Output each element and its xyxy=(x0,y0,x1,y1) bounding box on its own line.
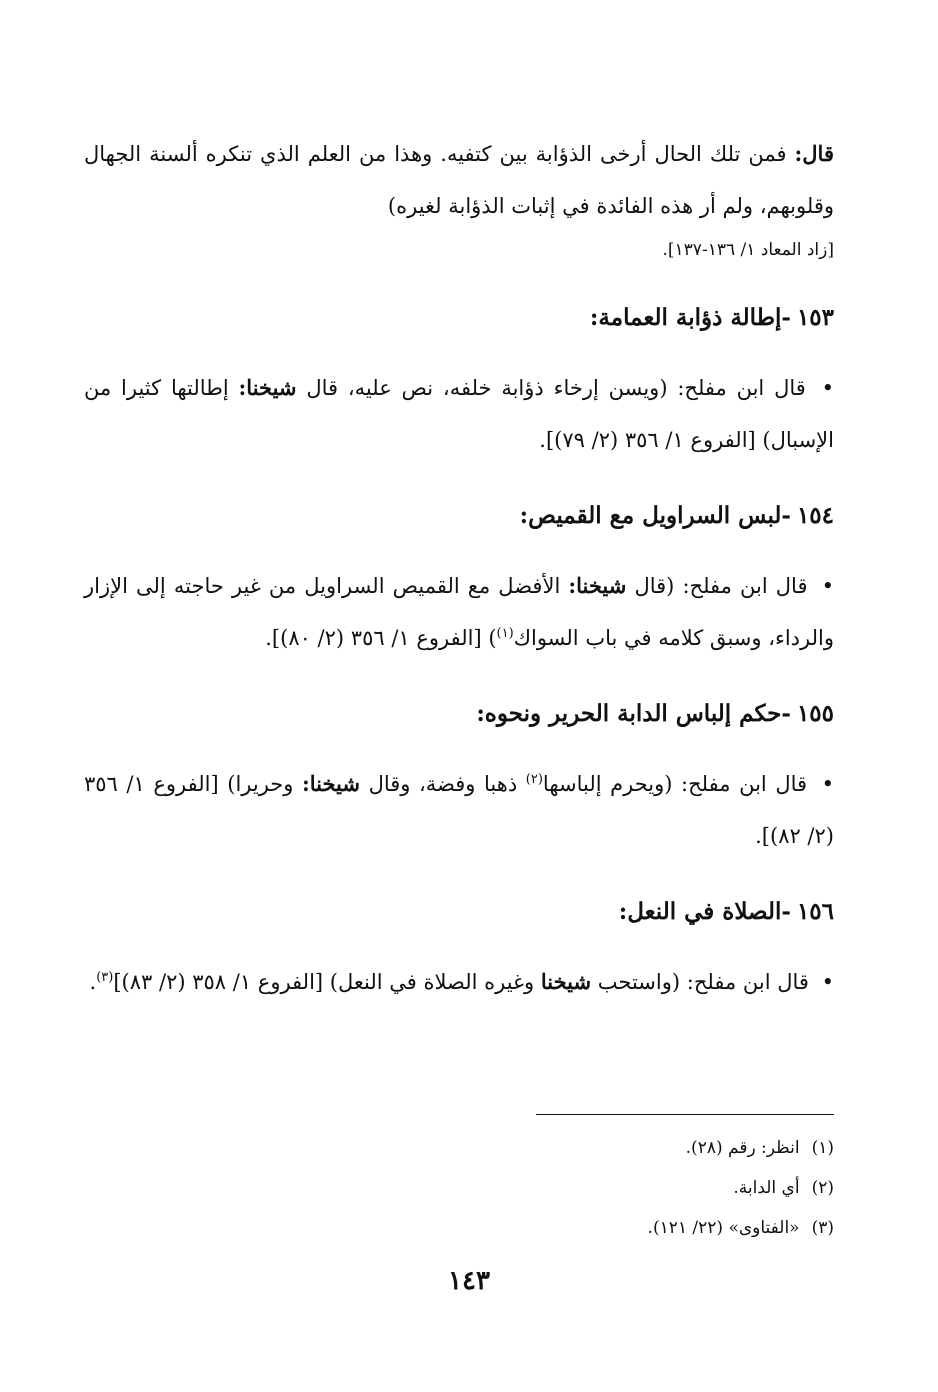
bullet-icon: • xyxy=(821,772,835,796)
footnote-number: (٣) xyxy=(811,1218,834,1238)
bullet-icon: • xyxy=(821,376,834,400)
intro-label: قال: xyxy=(794,141,834,166)
section-number: ١٥٥ xyxy=(796,700,834,727)
paragraph-text: قال ابن مفلح: (واستحب xyxy=(597,970,809,994)
paragraph-text: ذهبا وفضة، وقال xyxy=(368,772,518,796)
footnote-2 xyxy=(84,1168,834,1208)
footnote-marker: (٣) xyxy=(96,970,114,985)
footnote-text: «الفتاوى» (٢٢/ ١٢١). xyxy=(647,1218,800,1238)
heading-dash: - xyxy=(781,898,791,925)
bullet-icon: • xyxy=(821,970,834,994)
section-paragraph-155 xyxy=(84,758,834,862)
heading-dash: - xyxy=(781,700,791,727)
paragraph-text: ) [الفروع ١/ ٣٥٦ (٢/ ٨٠)]. xyxy=(265,626,497,650)
paragraph-text: قال ابن مفلح: (ويحرم إلباسها xyxy=(542,772,808,796)
sheikh-keyword: شيخنا: xyxy=(568,573,627,598)
intro-text: فمن تلك الحال أرخى الذؤابة بين كتفيه. وهذا من العلم الذي تنكره ألسنة الجهال وقلوبهم، ولم أر هذه الفائدة في إثبات الذؤابة لغيره) xyxy=(84,142,834,218)
section-title: إطالة ذؤابة العمامة: xyxy=(589,304,782,331)
section-heading-154 xyxy=(84,496,834,536)
paragraph-text: . xyxy=(89,970,97,994)
section-number: ١٥٤ xyxy=(796,502,834,529)
page-body xyxy=(84,128,834,1008)
paragraph-text: وغيره الصلاة في النعل) [الفروع ١/ ٣٥٨ (٢/ ٨٣)] xyxy=(113,970,535,994)
section-title: لبس السراويل مع القميص: xyxy=(519,502,782,529)
paragraph-text: قال ابن مفلح: (قال xyxy=(634,574,808,598)
footnote-marker: (١) xyxy=(496,626,514,641)
heading-dash: - xyxy=(781,502,791,529)
footnote-number: (٢) xyxy=(811,1178,834,1198)
section-title: الصلاة في النعل: xyxy=(618,898,782,925)
footnote-1 xyxy=(84,1128,834,1168)
section-paragraph-154 xyxy=(84,560,834,664)
paragraph-text: الأفضل مع القميص السراويل من غير حاجته إلى الإزار والرداء، وسبق كلامه في باب السواك xyxy=(84,574,834,650)
paragraph-text: إطالتها كثيرا من الإسبال) [الفروع ١/ ٣٥٦ (٢/ ٧٩)]. xyxy=(84,376,834,452)
page-number: ١٤٣ xyxy=(448,1266,490,1296)
footnote-number: (١) xyxy=(811,1138,834,1158)
section-number: ١٥٦ xyxy=(796,898,834,925)
intro-paragraph xyxy=(84,128,834,232)
sheikh-keyword: شيخنا xyxy=(540,969,592,994)
footnote-marker: (٢) xyxy=(525,772,543,787)
footnote-divider xyxy=(536,1114,834,1115)
sheikh-keyword: شيخنا: xyxy=(238,375,297,400)
section-title: حكم إلباس الدابة الحرير ونحوه: xyxy=(476,700,782,727)
sheikh-keyword: شيخنا: xyxy=(302,771,360,796)
footnote-text: أي الدابة. xyxy=(733,1178,800,1198)
paragraph-text: قال ابن مفلح: (ويسن إرخاء ذؤابة خلفه، نص عليه، قال xyxy=(306,376,806,400)
footnote-3 xyxy=(84,1208,834,1248)
section-paragraph-156 xyxy=(84,956,834,1008)
footnotes xyxy=(84,1128,834,1248)
section-paragraph-153 xyxy=(84,362,834,466)
footnote-text: انظر: رقم (٢٨). xyxy=(685,1138,800,1158)
section-heading-153 xyxy=(84,298,834,338)
intro-reference: [زاد المعاد ١/ ١٣٦-١٣٧]. xyxy=(662,240,834,260)
section-heading-155 xyxy=(84,694,834,734)
bullet-icon: • xyxy=(821,574,834,598)
heading-dash: - xyxy=(781,304,791,331)
paragraph-text: وحريرا) [الفروع ١/ ٣٥٦ (٢/ ٨٢)]. xyxy=(84,772,834,848)
section-number: ١٥٣ xyxy=(796,304,834,331)
section-heading-156 xyxy=(84,892,834,932)
